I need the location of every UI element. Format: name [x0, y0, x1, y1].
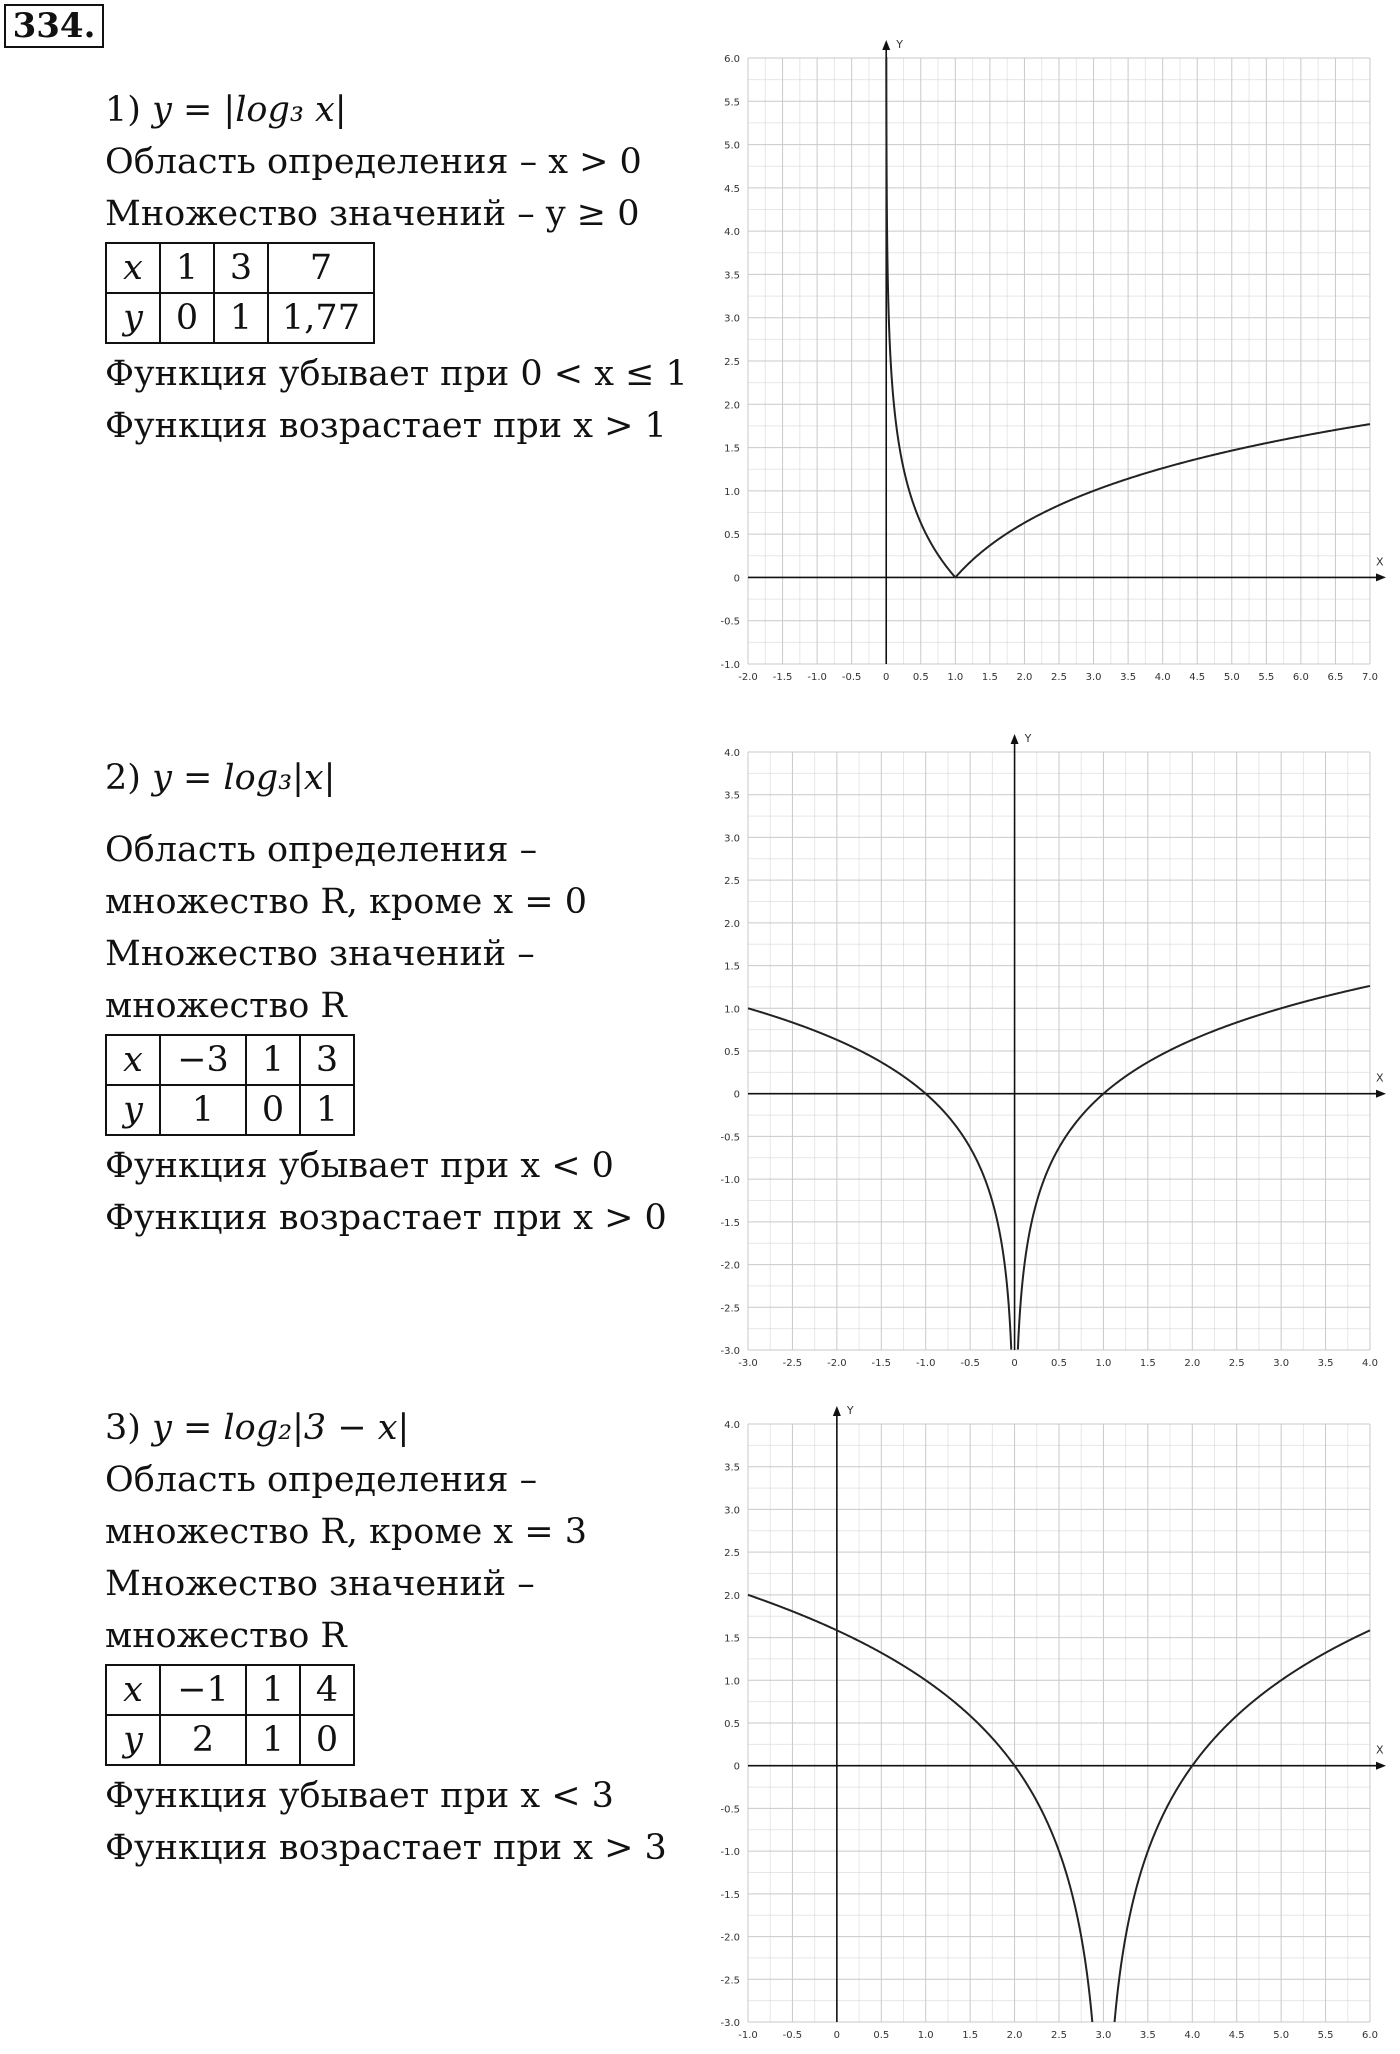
- x-tick-label: -0.5: [782, 2030, 803, 2041]
- x-tick-label: -2.0: [738, 672, 758, 683]
- y-tick-label: 0.5: [724, 1047, 740, 1058]
- y-tick-label: -0.5: [720, 1804, 740, 1816]
- section-1-range: Множество значений – y ≥ 0: [105, 194, 640, 234]
- section-2-decreasing: Функция убывает при x < 0: [105, 1146, 614, 1186]
- x-tick-label: 1.0: [917, 2030, 934, 2041]
- x-tick-label: 0: [883, 672, 890, 683]
- y-tick-label: 3.0: [724, 833, 740, 845]
- y-tick-label: 0: [733, 1089, 740, 1101]
- y-tick-label: -1.5: [720, 1217, 740, 1229]
- y-tick-label: 2.0: [724, 918, 740, 930]
- x-tick-label: 2.0: [1016, 672, 1033, 683]
- y-tick-label: 2.0: [724, 1590, 740, 1602]
- y-tick-label: 3.5: [724, 270, 740, 282]
- x-tick-label: 0.5: [873, 2030, 890, 2041]
- y-tick-label: 0.5: [724, 530, 740, 542]
- y-tick-label: 3.5: [724, 1462, 740, 1474]
- y-axis-label: Y: [1024, 732, 1032, 745]
- y-tick-label: 0.5: [724, 1719, 740, 1730]
- x-tick-label: 0: [1011, 1358, 1018, 1369]
- section-1-increasing: Функция возрастает при x > 1: [105, 406, 667, 446]
- x-axis-arrow: [1376, 1762, 1386, 1770]
- x-axis-arrow: [1376, 1090, 1386, 1098]
- section-3-formula: 3) y = log₂|3 − x|: [105, 1408, 410, 1448]
- function-curve: [1115, 1630, 1370, 2022]
- x-tick-label: 4.5: [1189, 672, 1206, 683]
- y-axis-arrow: [882, 40, 890, 50]
- section-1: [105, 84, 705, 452]
- y-tick-label: 1.0: [724, 1004, 740, 1016]
- y-tick-label: -3.0: [720, 2018, 740, 2029]
- section-1-decreasing: Функция убывает при 0 < x ≤ 1: [105, 354, 688, 394]
- section-3-domain-1: Область определения –: [105, 1460, 538, 1500]
- y-tick-label: 2.5: [724, 357, 740, 368]
- y-axis-arrow: [1011, 734, 1019, 744]
- x-tick-label: 2.0: [1006, 2030, 1023, 2041]
- table-row: y 0 1 1,77: [106, 293, 374, 343]
- section-1-domain: Область определения – x > 0: [105, 142, 642, 182]
- x-tick-label: 4.5: [1228, 2030, 1245, 2041]
- y-axis-arrow: [833, 1406, 841, 1416]
- y-tick-label: 2.5: [724, 876, 740, 888]
- y-tick-label: -1.0: [720, 1847, 740, 1859]
- table-row: x 1 3 7: [106, 243, 374, 293]
- x-tick-label: 2.5: [1051, 672, 1067, 683]
- x-tick-label: 1.5: [1139, 1358, 1156, 1369]
- section-3-range-1: Множество значений –: [105, 1564, 535, 1604]
- x-tick-label: 0: [833, 2030, 841, 2041]
- section-2-domain-2: множество R, кроме x = 0: [105, 882, 588, 922]
- y-tick-label: -0.5: [720, 616, 740, 628]
- x-axis-label: X: [1376, 1743, 1384, 1757]
- chart-log2-abs-3-minus-x: [700, 1392, 1390, 2052]
- x-axis-arrow: [1376, 573, 1386, 581]
- y-tick-label: -2.5: [720, 1975, 740, 1987]
- y-tick-label: -0.5: [720, 1132, 740, 1144]
- y-tick-label: 2.0: [724, 400, 740, 412]
- grid: [748, 58, 1370, 664]
- y-tick-label: 3.0: [724, 313, 740, 325]
- x-axis-label: X: [1376, 1071, 1384, 1085]
- y-tick-label: 4.5: [724, 183, 740, 195]
- table-row: x −1 1 4: [106, 1665, 354, 1715]
- y-tick-label: 1.5: [724, 443, 740, 455]
- x-tick-label: 5.0: [1223, 672, 1240, 683]
- y-tick-label: -1.0: [720, 660, 740, 671]
- section-3: [105, 1402, 705, 1874]
- x-tick-label: 3.5: [1120, 672, 1137, 683]
- x-tick-label: -1.5: [871, 1358, 892, 1369]
- x-tick-label: -0.5: [960, 1358, 980, 1369]
- x-tick-label: 7.0: [1362, 672, 1378, 683]
- grid: [748, 1424, 1370, 2022]
- y-axis-label: Y: [896, 38, 903, 51]
- chart-log3-abs-x: [700, 720, 1390, 1380]
- x-tick-label: -0.5: [841, 672, 862, 683]
- section-1-formula: 1) y = |log₃ x|: [105, 90, 347, 130]
- y-tick-label: 1.5: [724, 1633, 740, 1645]
- y-tick-label: -1.5: [720, 1889, 740, 1901]
- x-tick-label: 3.0: [1085, 672, 1102, 683]
- y-tick-label: 0: [733, 573, 740, 585]
- x-tick-label: 1.0: [1095, 1358, 1112, 1369]
- x-axis-label: X: [1376, 555, 1384, 569]
- y-tick-label: 4.0: [724, 748, 740, 759]
- x-tick-label: -1.0: [738, 2030, 758, 2041]
- x-tick-label: 5.5: [1317, 2030, 1334, 2041]
- y-tick-label: 1.0: [724, 486, 740, 498]
- y-tick-label: -2.0: [720, 1260, 740, 1272]
- x-tick-label: 6.0: [1362, 2030, 1378, 2041]
- problem-number: 334.: [4, 4, 104, 48]
- y-tick-label: 2.5: [724, 1548, 740, 1560]
- x-tick-label: -2.0: [827, 1358, 847, 1369]
- x-tick-label: 3.5: [1139, 2030, 1156, 2041]
- y-tick-label: -1.0: [720, 1175, 740, 1187]
- x-tick-label: 4.0: [1154, 672, 1171, 683]
- x-tick-label: 0.5: [1051, 1358, 1067, 1369]
- section-2-range-2: множество R: [105, 986, 347, 1026]
- y-tick-label: -2.5: [720, 1303, 740, 1315]
- x-tick-label: -2.5: [782, 1358, 803, 1369]
- y-tick-label: 5.5: [724, 97, 740, 109]
- x-tick-label: 5.5: [1258, 672, 1275, 683]
- y-tick-label: 0: [733, 1761, 740, 1773]
- y-tick-label: 6.0: [724, 54, 740, 65]
- x-tick-label: -1.5: [772, 672, 793, 683]
- y-tick-label: 3.0: [724, 1505, 740, 1517]
- section-2-value-table: [105, 1034, 355, 1136]
- y-tick-label: 4.0: [724, 227, 740, 239]
- x-tick-label: 4.0: [1362, 1358, 1378, 1369]
- x-tick-label: 1.0: [947, 672, 964, 683]
- y-tick-label: 1.0: [724, 1676, 740, 1688]
- section-3-value-table: [105, 1664, 355, 1766]
- section-1-value-table: [105, 242, 375, 344]
- x-tick-label: 4.0: [1184, 2030, 1201, 2041]
- y-tick-label: 3.5: [724, 790, 740, 802]
- x-tick-label: 0.5: [912, 672, 929, 683]
- y-tick-label: 1.5: [724, 961, 740, 973]
- x-tick-label: 3.0: [1095, 2030, 1112, 2041]
- grid: [748, 752, 1370, 1350]
- section-3-increasing: Функция возрастает при x > 3: [105, 1828, 667, 1868]
- section-3-range-2: множество R: [105, 1616, 347, 1656]
- x-tick-label: 2.0: [1184, 1358, 1201, 1369]
- section-2-domain-1: Область определения –: [105, 830, 538, 870]
- section-2-increasing: Функция возрастает при x > 0: [105, 1198, 667, 1238]
- y-tick-label: 5.0: [724, 140, 740, 152]
- section-2-range-1: Множество значений –: [105, 934, 535, 974]
- function-curve: [1018, 986, 1370, 1350]
- x-tick-label: -1.0: [807, 672, 827, 683]
- section-2: [105, 752, 705, 1244]
- x-tick-label: 3.0: [1273, 1358, 1290, 1369]
- section-2-formula: 2) y = log₃|x|: [105, 758, 336, 798]
- x-tick-label: 3.5: [1317, 1358, 1334, 1369]
- x-tick-label: 1.5: [962, 2030, 979, 2041]
- x-tick-label: 6.0: [1292, 672, 1309, 683]
- table-row: x −3 1 3: [106, 1035, 354, 1085]
- x-tick-label: 2.5: [1051, 2030, 1067, 2041]
- y-tick-label: 4.0: [724, 1420, 740, 1431]
- table-row: y 1 0 1: [106, 1085, 354, 1135]
- x-tick-label: 5.0: [1273, 2030, 1290, 2041]
- section-3-domain-2: множество R, кроме x = 3: [105, 1512, 588, 1552]
- x-tick-label: -1.0: [915, 1358, 936, 1369]
- section-3-decreasing: Функция убывает при x < 3: [105, 1776, 614, 1816]
- x-tick-label: 2.5: [1228, 1358, 1245, 1369]
- y-axis-label: Y: [846, 1404, 854, 1417]
- table-row: y 2 1 0: [106, 1715, 354, 1765]
- y-tick-label: -3.0: [720, 1346, 740, 1357]
- x-tick-label: 1.5: [981, 672, 998, 683]
- chart-abs-log3-x: [700, 30, 1390, 690]
- x-tick-label: -3.0: [738, 1358, 758, 1369]
- y-tick-label: -2.0: [720, 1932, 740, 1944]
- x-tick-label: 6.5: [1327, 672, 1344, 683]
